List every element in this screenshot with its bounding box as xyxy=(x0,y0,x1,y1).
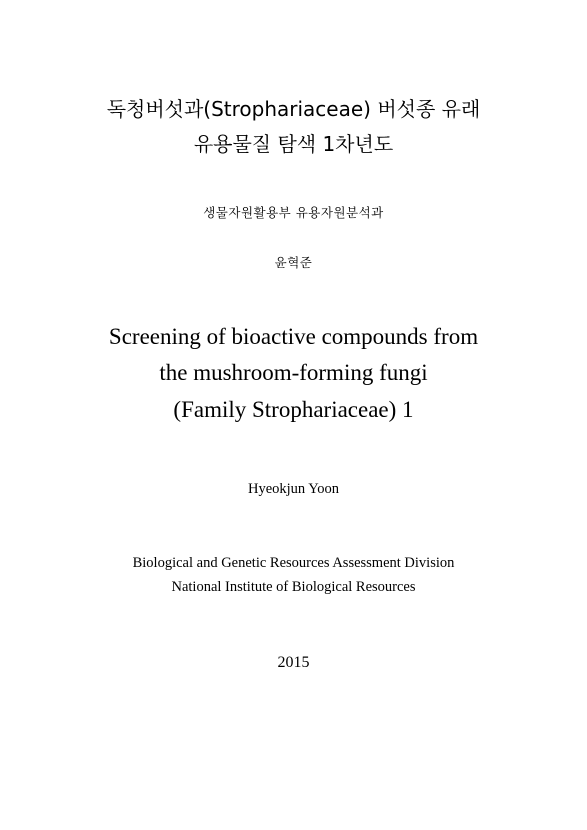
korean-title-line-2: 유용물질 탐색 1차년도 xyxy=(193,132,394,156)
korean-title-line-1: 독청버섯과(Strophariaceae) 버섯종 유래 xyxy=(106,97,481,121)
organization-institute: National Institute of Biological Resources xyxy=(171,579,416,595)
organization-division: Biological and Genetic Resources Assessment Division xyxy=(132,555,455,571)
english-title-line-3: (Family Strophariaceae) 1 xyxy=(173,397,414,422)
english-title-line-2: the mushroom-forming fungi xyxy=(159,360,428,385)
english-author-name: Hyeokjun Yoon xyxy=(247,481,340,497)
publication-year: 2015 xyxy=(277,654,310,671)
korean-department: 생물자원활용부 유용자원분석과 xyxy=(203,205,384,220)
english-title-line-1: Screening of bioactive compounds from xyxy=(108,324,479,349)
korean-author-name: 윤혁준 xyxy=(274,255,313,270)
